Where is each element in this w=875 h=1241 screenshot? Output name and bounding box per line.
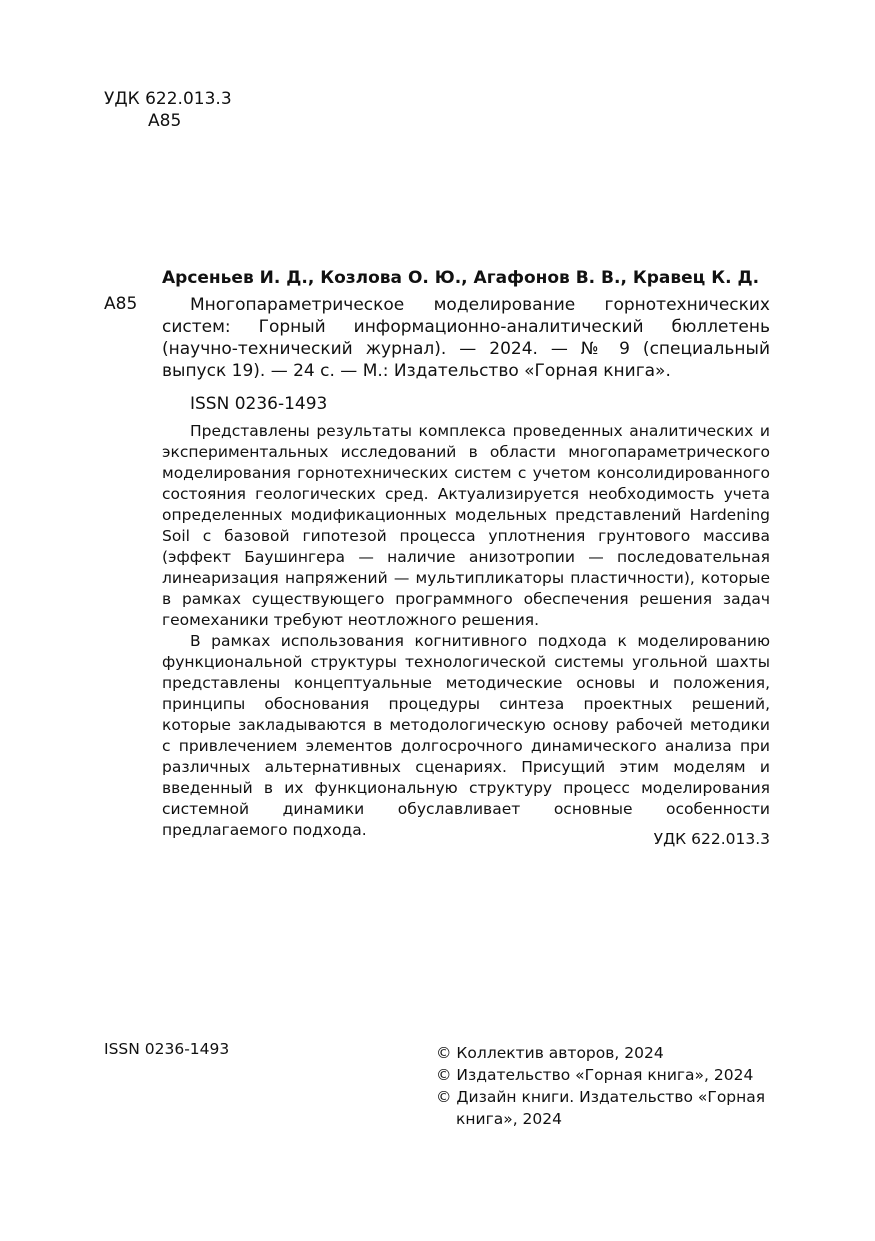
bibliographic-description [162, 294, 770, 382]
copyright-line: © Дизайн книги. Издательство «Горная книга», 2024 [436, 1088, 766, 1128]
authors-line: Арсеньев И. Д., Козлова О. Ю., Агафонов В. В., Кравец К. Д. [162, 268, 760, 288]
abstract [162, 421, 770, 841]
udk-header [104, 88, 232, 132]
abstract-paragraph: В рамках использования когнитивного подхода к моделированию функциональной структуры технологической системы угольной шахты представлены концептуальные методические основы и положения, принципы обоснования процедуры синтеза проектных решений, которые закладываются в методологическую основу рабочей методики с привлечением элементов долгосрочного динамического анализа при различных альтернативных сценариях. Присущий этим моделям и введенный в их функциональную структуру процесс моделирования системной динамики обуславливает основные особенности предлагаемого подхода. [162, 632, 770, 839]
record-code: А85 [104, 294, 138, 314]
copyright-line: © Издательство «Горная книга», 2024 [436, 1066, 754, 1084]
bibliographic-text: Многопараметрическое моделирование горнотехнических систем: Горный информационно-аналитический бюллетень (научно-технический журнал). — 2024. — № 9 (специальный выпуск 19). — 24 с. — М.: Издательство «Горная книга». [162, 295, 770, 381]
copyright-line: © Коллектив авторов, 2024 [436, 1044, 664, 1062]
footer-issn: ISSN 0236-1493 [104, 1040, 230, 1058]
bbk-code: А85 [148, 111, 182, 131]
abstract-udk: УДК 622.013.3 [653, 830, 770, 848]
udk-code: УДК 622.013.3 [104, 89, 232, 109]
abstract-paragraph: Представлены результаты комплекса проведенных аналитических и экспериментальных исследований в области многопараметрического моделирования горнотехнических систем с учетом консолидированного состояния геологических сред. Актуализируется необходимость учета определенных модификационных модельных представлений Hardening Soil с базовой гипотезой процесса уплотнения грунтового массива (эффект Баушингера — наличие анизотропии — последовательная линеаризация напряжений — мультипликаторы пластичности), которые в рамках существующего программного обеспечения решения задач геомеханики требуют неотложного решения. [162, 422, 770, 629]
record-issn: ISSN 0236-1493 [190, 394, 328, 414]
copyright-block [436, 1042, 772, 1130]
